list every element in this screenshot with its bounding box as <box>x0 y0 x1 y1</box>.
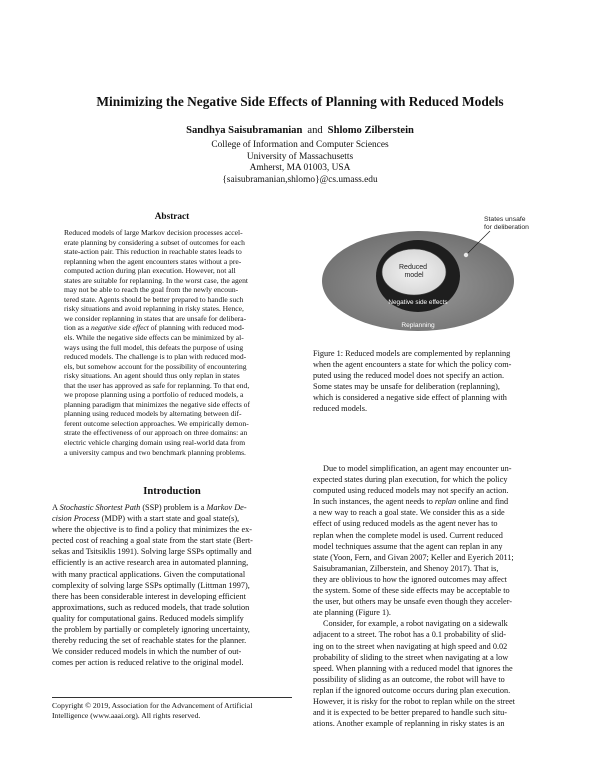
abstract-line: computed action during plan execution. However, not all <box>64 266 236 276</box>
intro-line: with many practical applications. Given the computational <box>52 569 246 579</box>
abstract-line: that the user has approved as safe for replanning. To that end, <box>64 380 250 390</box>
caption-line: puted using the reduced model does not specify an action. <box>313 371 505 381</box>
intro-line: there has been considerable interest in developing efficient <box>52 591 246 601</box>
copyright-line: Intelligence (www.aaai.org). All rights reserved. <box>52 711 201 721</box>
reduced-model-label: Reduced model <box>399 264 428 279</box>
abstract-line: els. While the negative side effects can be minimized by al- <box>64 333 244 343</box>
caption-line: Some states may be unsafe for deliberation (replanning), <box>313 382 500 392</box>
body-line: model techniques assume that the agent can replan in any <box>313 541 503 551</box>
abstract-line: states are suitable for replanning. In the worst case, the agent <box>64 275 248 285</box>
body-line: replan if the ignored outcome occurs during plan execution. <box>313 685 511 695</box>
intro-line: efficiently is an active research area in automated planning, <box>52 558 249 568</box>
intro-line: where the objective is to find a policy that minimizes the ex- <box>52 525 253 535</box>
body-line: replan when the complete model is used. Current reduced <box>313 530 503 540</box>
intro-line: the problem by partially or completely ignoring uncertainty, <box>52 625 250 635</box>
affiliation-line: College of Information and Computer Sciences <box>211 140 389 150</box>
replanning-label: Replanning <box>401 322 435 329</box>
affiliation-line: University of Massachusetts <box>246 151 354 162</box>
abstract-line: tered state. Agents should be better prepared to handle such <box>64 294 244 304</box>
intro-line: A Stochastic Shortest Path (SSP) problem is a Markov De- <box>52 503 247 512</box>
abstract-line: tion as a negative side effect of planning with reduced mod- <box>64 323 245 333</box>
figure-1-caption <box>313 348 557 415</box>
body-line: the system. Some of these side effects may be acceptable to <box>313 586 510 596</box>
abstract-line: ferent outcome selection approaches. We empirically demon- <box>64 418 249 428</box>
intro-line: cision Process (MDP) with a start state and goal state(s), <box>52 514 240 524</box>
affiliation-block <box>0 140 600 186</box>
intro-line: approximations, such as reduced models, that trade solution <box>52 602 250 612</box>
body-line: speed. When planning with a reduced model that ignores the <box>313 663 513 673</box>
author-first: Sandhya Saisubramanian <box>186 125 303 136</box>
body-line: state (Yoon, Fern, and Givan 2007; Keller and Eyerich 2011; <box>313 552 514 562</box>
abstract-line: we propose planning using a portfolio of reduced models, a <box>64 390 244 400</box>
body-line: adjacent to a street. The robot has a 0.1 probability of slid- <box>313 630 506 640</box>
abstract-line: electric vehicle charging domain using real-world data from <box>64 438 246 448</box>
body-line: expected states during plan execution, for which the policy <box>313 475 508 485</box>
intro-line: thereby reducing the set of reachable states for the planner. <box>52 636 247 646</box>
abstract-body <box>64 228 280 457</box>
intro-line: quality for computational gains. Reduced models simplify <box>52 613 244 623</box>
abstract-heading: Abstract <box>154 212 190 222</box>
abstract-line: strate the effectiveness of our approach on three domains: an <box>64 428 248 438</box>
body-line: they are oblivious to how the ignored outcomes may affect <box>313 574 507 584</box>
figure-1-diagram <box>318 209 558 331</box>
abstract-line: replanning when the agent encounters states without a pre- <box>64 256 242 266</box>
affiliation-email: {saisubramanian,shlomo}@cs.umass.edu <box>222 174 378 185</box>
author-second: Shlomo Zilberstein <box>327 125 414 136</box>
author-conjunction: and <box>307 125 323 136</box>
body-line: ations. Another example of replanning in risky states is an <box>313 719 505 729</box>
caption-line: reduced models. <box>313 404 368 414</box>
body-line: ate planning (Figure 1). <box>313 608 391 618</box>
body-line: However, it is risky for the robot to replan while on the street <box>313 696 515 706</box>
abstract-line: may not be able to reach the goal from the newly encoun- <box>64 285 239 295</box>
body-line: Saisubramanian, Zilberstein, and Shenoy 2017). That is, <box>313 563 499 573</box>
intro-line: sekas and Tsitsiklis 1991). Solving large SSPs optimally and <box>52 547 252 557</box>
body-line: Consider, for example, a robot navigating on a sidewalk <box>323 619 508 629</box>
introduction-body <box>52 502 292 668</box>
body-line: computed using reduced models may not specify an action. <box>313 486 509 496</box>
abstract-line: ways using the full model, this defeats the purpose of using <box>64 342 244 352</box>
body-line: effect of using reduced models as the agent never has to <box>313 519 498 529</box>
unsafe-state-marker <box>464 253 468 257</box>
intro-line: comes per action is reduced relative to the original model. <box>52 658 244 668</box>
body-line: and it is expected to be better prepared to handle such situ- <box>313 708 508 718</box>
abstract-line: we consider replanning in states that are unsafe for delibera- <box>64 313 247 323</box>
introduction-heading: Introduction <box>143 486 201 497</box>
right-column-body <box>313 463 557 729</box>
abstract-line: els, but somehow account for the possibility of encountering <box>64 361 247 371</box>
paper-title: Minimizing the Negative Side Effects of Planning with Reduced Models <box>96 94 504 109</box>
negative-side-effects-label: Negative side effects <box>388 299 448 306</box>
abstract-line: a university campus and two benchmark planning problems. <box>64 447 246 457</box>
abstract-line: risky situations and avoid replanning in risky states. Hence, <box>64 304 244 314</box>
abstract-line: reduced models. The challenge is to plan with reduced mod- <box>64 352 247 362</box>
copyright-notice <box>52 697 292 721</box>
abstract-line: Reduced models of large Markov decision processes accel- <box>64 228 243 237</box>
body-line: Due to model simplification, an agent may encounter un- <box>323 464 512 473</box>
abstract-line: erate planning by considering a subset of outcomes for each <box>64 237 245 247</box>
abstract-line: state-action pair. This reduction in reachable states leads to <box>64 247 242 257</box>
author-line <box>0 125 600 136</box>
intro-line: We consider reduced models in which the number of out- <box>52 647 242 657</box>
caption-line: when the agent encounters a state for which the policy com- <box>313 360 512 370</box>
callout-label: States unsafe for deliberation <box>484 216 529 231</box>
caption-line: which is considered a negative side effect of planning with <box>313 393 507 403</box>
body-line: possibility of sliding as an outcome, the robot will have to <box>313 674 505 684</box>
body-line: probability of sliding to the street when navigating at a low <box>313 652 509 662</box>
caption-line: Figure 1: Reduced models are complemented by replanning <box>313 349 511 358</box>
abstract-line: planning paradigm that minimizes the negative side effects of <box>64 399 250 409</box>
abstract-line: planning using reduced models by alternating between dif- <box>64 409 242 419</box>
copyright-line: Copyright © 2019, Association for the Advancement of Artificial <box>52 701 253 710</box>
intro-line: complexity of solving large SSPs optimally (Littman 1997), <box>52 580 250 590</box>
body-line: ing on to the street when navigating at high speed and 0.02 <box>313 641 508 651</box>
intro-line: pected cost of reaching a goal state from the start state (Bert- <box>52 536 253 546</box>
abstract-line: risky situations. An agent should thus only replan in states <box>64 371 240 381</box>
affiliation-line: Amherst, MA 01003, USA <box>249 163 351 174</box>
body-line: a new way to reach a goal state. We consider this as a side <box>313 508 505 518</box>
body-line: the user, but others may be unsafe even though they acceler- <box>313 597 513 607</box>
body-line: In such instances, the agent needs to replan online and find <box>313 497 509 507</box>
